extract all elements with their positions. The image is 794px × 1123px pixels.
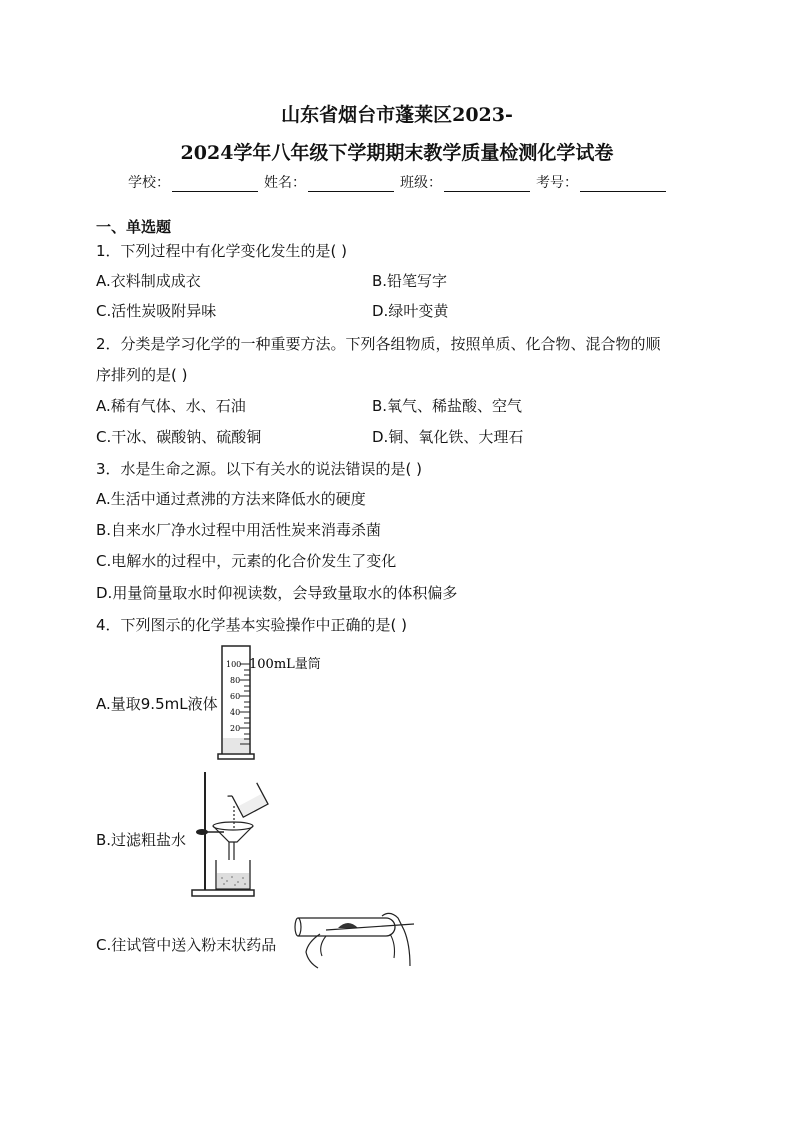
class-blank[interactable]: [444, 177, 530, 192]
question-3-option-c[interactable]: C.电解水的过程中，元素的化合价发生了变化: [96, 552, 397, 570]
question-3-stem: 3．水是生命之源。以下有关水的说法错误的是( ): [96, 460, 423, 478]
question-2-option-a[interactable]: A.稀有气体、水、石油: [96, 397, 246, 415]
question-2-option-b[interactable]: B.氧气、稀盐酸、空气: [372, 397, 523, 415]
school-field: [128, 172, 258, 192]
question-1-option-d[interactable]: D.绿叶变黄: [372, 302, 449, 320]
tick-label: 20: [230, 724, 241, 733]
question-2-option-c[interactable]: C.干冰、碳酸钠、硫酸铜: [96, 428, 262, 446]
tick-label: 80: [230, 676, 241, 685]
class-field: [400, 172, 530, 192]
test-tube-powder-figure: [286, 904, 432, 974]
question-4-option-a[interactable]: A.量取9.5mL液体: [96, 695, 218, 713]
question-4-option-c[interactable]: C.往试管中送入粉末状药品: [96, 936, 277, 954]
school-label: 学校：: [128, 175, 170, 191]
question-2-stem-line2: 序排列的是( ): [96, 366, 188, 384]
exam-number-label: 考号：: [536, 175, 578, 191]
question-1-option-a[interactable]: A.衣料制成成衣: [96, 272, 201, 290]
question-3-option-d[interactable]: D.用量筒量取水时仰视读数，会导致量取水的体积偏多: [96, 584, 458, 602]
question-1-stem: 1．下列过程中有化学变化发生的是( ): [96, 242, 348, 260]
name-label: 姓名：: [264, 175, 306, 191]
exam-number-blank[interactable]: [580, 177, 666, 192]
question-3-option-b[interactable]: B.自来水厂净水过程中用活性炭来消毒杀菌: [96, 521, 382, 539]
question-2-option-d[interactable]: D.铜、氧化铁、大理石: [372, 428, 524, 446]
exam-title-line1: 山东省烟台市蓬莱区2023-: [281, 104, 513, 126]
question-2-stem-line1: 2．分类是学习化学的一种重要方法。下列各组物质，按照单质、化合物、混合物的顺: [96, 335, 661, 353]
school-blank[interactable]: [172, 177, 258, 192]
question-1-option-b[interactable]: B.铅笔写字: [372, 272, 448, 290]
question-4-stem: 4．下列图示的化学基本实验操作中正确的是( ): [96, 616, 408, 634]
question-3-option-a[interactable]: A.生活中通过煮沸的方法来降低水的硬度: [96, 490, 366, 508]
exam-number-field: [536, 172, 666, 192]
graduated-cylinder-figure: [218, 644, 348, 762]
tick-label: 100: [226, 660, 242, 669]
exam-title-line2: 2024学年八年级下学期期末教学质量检测化学试卷: [180, 142, 614, 164]
name-field: [264, 172, 394, 192]
question-1-option-c[interactable]: C.活性炭吸附异味: [96, 302, 217, 320]
name-blank[interactable]: [308, 177, 394, 192]
question-4-option-b[interactable]: B.过滤粗盐水: [96, 831, 187, 849]
section-heading: 一、单选题: [96, 218, 172, 236]
tick-label: 60: [230, 692, 241, 701]
class-label: 班级：: [400, 175, 442, 191]
tick-label: 40: [230, 708, 241, 717]
student-info-row: [0, 172, 794, 192]
filtration-apparatus-figure: [188, 770, 272, 902]
cylinder-label: 100mL量筒: [249, 657, 321, 672]
